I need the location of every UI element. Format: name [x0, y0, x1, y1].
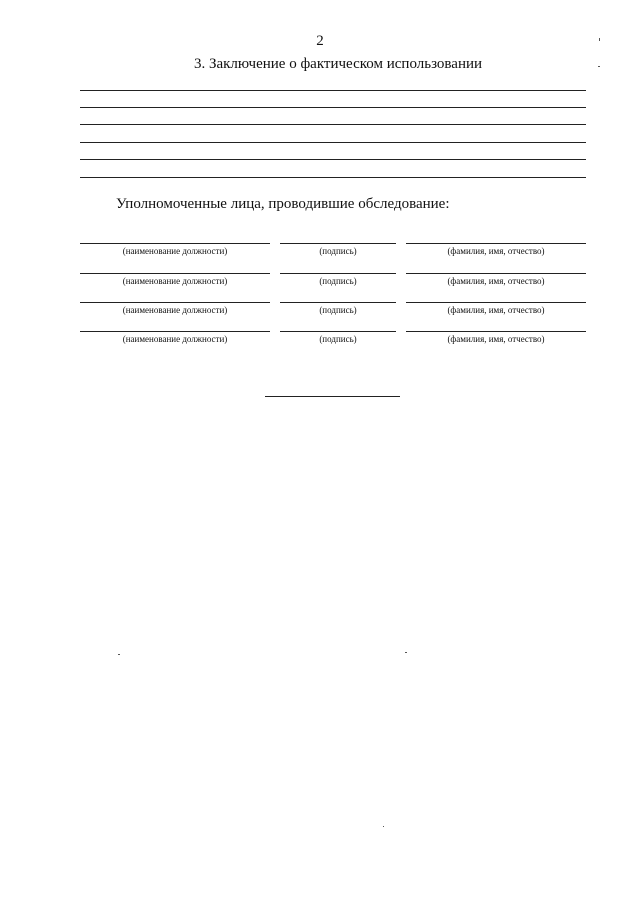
scan-speck: [405, 652, 407, 653]
name-caption: (фамилия, имя, отчество): [447, 334, 545, 344]
position-caption: (наименование должности): [122, 334, 228, 344]
signature-line: [280, 302, 396, 303]
signature-line: [280, 331, 396, 332]
signature-caption: (подпись): [319, 246, 357, 256]
signature-row: [0, 243, 640, 263]
page-number: 2: [316, 33, 324, 49]
position-line: [80, 302, 270, 303]
signature-row: [0, 302, 640, 322]
signature-row: [0, 273, 640, 293]
name-line: [406, 243, 586, 244]
conclusion-line: [80, 159, 586, 160]
conclusion-line: [80, 142, 586, 143]
section-title: 3. Заключение о фактическом использовании: [193, 56, 483, 72]
position-line: [80, 243, 270, 244]
signature-caption: (подпись): [319, 334, 357, 344]
end-of-document-rule: [265, 396, 400, 397]
signature-line: [280, 243, 396, 244]
name-caption: (фамилия, имя, отчество): [447, 276, 545, 286]
signature-caption: (подпись): [319, 305, 357, 315]
name-line: [406, 273, 586, 274]
position-line: [80, 273, 270, 274]
scan-speck: [383, 826, 384, 827]
scan-speck: [599, 38, 600, 41]
name-line: [406, 331, 586, 332]
scan-speck: [118, 654, 120, 655]
conclusion-line: [80, 124, 586, 125]
signature-row: [0, 331, 640, 351]
name-caption: (фамилия, имя, отчество): [447, 246, 545, 256]
position-caption: (наименование должности): [122, 305, 228, 315]
position-line: [80, 331, 270, 332]
position-caption: (наименование должности): [122, 246, 228, 256]
name-caption: (фамилия, имя, отчество): [447, 305, 545, 315]
signature-caption: (подпись): [319, 276, 357, 286]
name-line: [406, 302, 586, 303]
signers-heading: Уполномоченные лица, проводившие обследование:: [116, 196, 450, 212]
position-caption: (наименование должности): [122, 276, 228, 286]
conclusion-line: [80, 90, 586, 91]
scan-speck: [598, 66, 600, 67]
conclusion-line: [80, 107, 586, 108]
signature-line: [280, 273, 396, 274]
conclusion-line: [80, 177, 586, 178]
